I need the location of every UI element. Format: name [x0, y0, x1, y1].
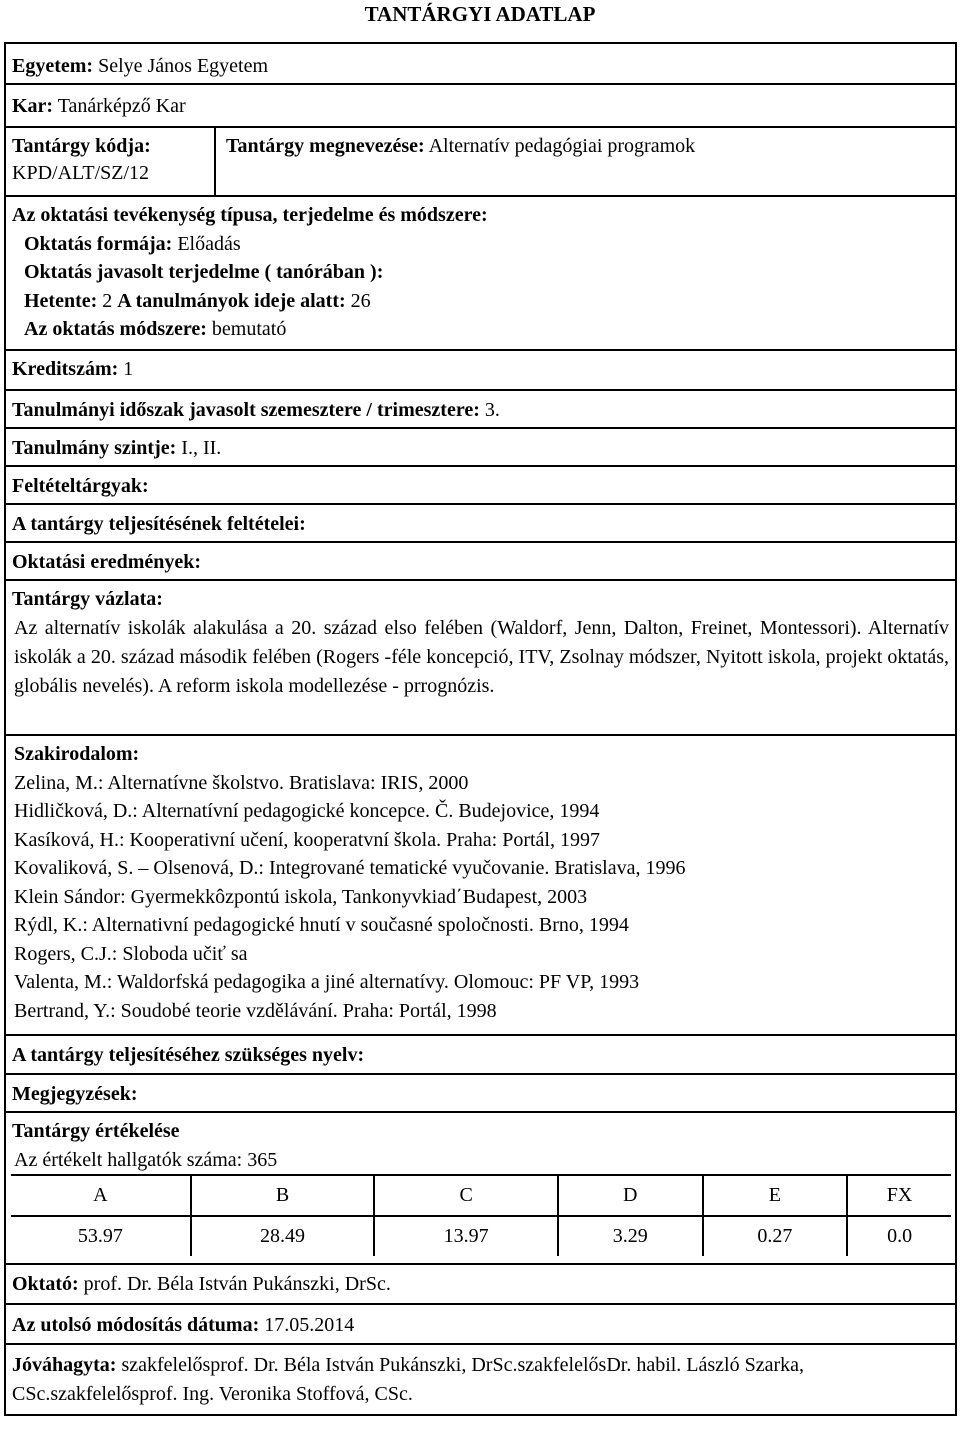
- teaching-form-value: Előadás: [177, 232, 241, 255]
- faculty-row: [6, 85, 955, 128]
- prerequisites-label: Feltételtárgyak:: [12, 475, 149, 497]
- course-id-row: [6, 128, 955, 197]
- literature-item: Bertrand, Y.: Soudobé teorie vzdělávání. Praha: Portál, 1998: [14, 999, 497, 1022]
- grade-cell: FX: [847, 1175, 951, 1216]
- literature-item: Rýdl, K.: Alternativní pedagogické hnutí v současné spoločnosti. Brno, 1994: [14, 914, 629, 936]
- semester-row: [6, 391, 955, 429]
- completion-label: A tantárgy teljesítésének feltételei:: [12, 513, 306, 535]
- outline-row: [6, 581, 955, 736]
- grade-cell: B: [191, 1175, 375, 1216]
- literature-item: Klein Sándor: Gyermekkôzpontú iskola, Tankonyvkiad΄Budapest, 2003: [14, 885, 588, 908]
- semester-value: 3.: [484, 399, 500, 421]
- university-row: [6, 44, 955, 85]
- credits-row: [6, 351, 955, 391]
- university-value: Selye János Egyetem: [98, 55, 269, 77]
- weekly-label: Hetente:: [24, 289, 98, 312]
- literature-item: Hidličková, D.: Alternatívní pedagogické koncepce. Č. Budejovice, 1994: [14, 800, 600, 822]
- course-code-cell: [6, 128, 216, 195]
- total-label: A tanulmányok ideje alatt:: [117, 289, 346, 312]
- course-code-label: Tantárgy kódja:: [12, 135, 151, 157]
- university-label: Egyetem:: [12, 55, 94, 77]
- grade-cell: A: [11, 1175, 191, 1216]
- last-modified-value: 17.05.2014: [264, 1314, 355, 1336]
- literature-row: [6, 736, 955, 1036]
- teacher-label: Oktató:: [12, 1273, 79, 1295]
- language-label: A tantárgy teljesítéséhez szükséges nyelv:: [12, 1044, 365, 1066]
- method-value: bemutató: [211, 318, 287, 340]
- literature-item: Zelina, M.: Alternatívne školstvo. Bratislava: IRIS, 2000: [14, 771, 469, 794]
- teacher-row: [6, 1265, 955, 1305]
- grade-cell: D: [558, 1175, 703, 1216]
- document-title: TANTÁRGYI ADATLAP: [364, 2, 596, 26]
- teaching-form-label: Oktatás formája:: [24, 232, 173, 255]
- last-modified-label: Az utolsó módosítás dátuma:: [12, 1314, 260, 1336]
- percentage-cell: 0.27: [703, 1216, 848, 1256]
- total-value: 26: [350, 289, 371, 312]
- literature-item: Kasíková, H.: Kooperativní učení, kooperatvní škola. Praha: Portál, 1997: [14, 828, 600, 851]
- language-row: [6, 1036, 955, 1075]
- evaluation-label: Tantárgy értékelése: [12, 1120, 180, 1142]
- grade-distribution-table: [11, 1174, 951, 1256]
- notes-label: Megjegyzések:: [12, 1083, 138, 1105]
- percentage-cell: 0.0: [847, 1216, 951, 1256]
- prerequisites-row: [6, 467, 955, 505]
- approval-row: [6, 1345, 955, 1414]
- literature-label: Szakirodalom:: [14, 743, 140, 765]
- literature-item: Valenta, M.: Waldorfská pedagogika a jiné alternatívy. Olomouc: PF VP, 1993: [14, 971, 640, 993]
- faculty-label: Kar:: [12, 95, 54, 117]
- grade-cell: E: [703, 1175, 848, 1216]
- grade-percentage-row: [11, 1216, 951, 1256]
- semester-label: Tanulmányi időszak javasolt szemesztere / trimesztere:: [12, 399, 480, 421]
- method-label: Az oktatás módszere:: [24, 318, 207, 340]
- course-name-value: Alternatív pedagógiai programok: [428, 135, 696, 157]
- level-value: I., II.: [181, 437, 222, 459]
- literature-item: Kovaliková, S. – Olsenová, D.: Integrované tematické vyučovanie. Bratislava, 1996: [14, 857, 686, 879]
- last-modified-row: [6, 1305, 955, 1345]
- evaluation-count: Az értékelt hallgatók száma: 365: [14, 1148, 278, 1171]
- credits-label: Kreditszám:: [12, 358, 119, 380]
- grade-cell: C: [374, 1175, 558, 1216]
- notes-row: [6, 1075, 955, 1113]
- teaching-scope-label: Oktatás javasolt terjedelme ( tanórában ):: [24, 261, 384, 283]
- teaching-heading: Az oktatási tevékenység típusa, terjedelme és módszere:: [12, 204, 488, 226]
- approved-line-1: szakfelelősprof. Dr. Béla István Pukánszki, DrSc.szakfelelősDr. habil. László Szarka,: [121, 1354, 805, 1376]
- course-code-value: KPD/ALT/SZ/12: [12, 162, 150, 184]
- literature-item: Rogers, C.J.: Sloboda učiť sa: [14, 942, 248, 965]
- percentage-cell: 53.97: [11, 1216, 191, 1256]
- percentage-cell: 3.29: [558, 1216, 703, 1256]
- percentage-cell: 28.49: [191, 1216, 375, 1256]
- level-label: Tanulmány szintje:: [12, 437, 177, 459]
- completion-row: [6, 505, 955, 543]
- outline-text: Az alternatív iskolák alakulása a 20. század elso felében (Waldorf, Jenn, Dalton, Freinet, Montessori). Alternatív iskolák a 20. század második felében (Rogers -féle koncepció, ITV, Zsolnay módszer, Nyitott iskola, projekt oktatás, globális nevelés). A reform iskola modellezése - prrognózis.: [14, 616, 949, 697]
- approved-label: Jóváhagyta:: [12, 1354, 117, 1376]
- course-datasheet: [4, 42, 957, 1416]
- course-name-label: Tantárgy megnevezése:: [226, 135, 425, 157]
- level-row: [6, 429, 955, 467]
- evaluation-row: [6, 1113, 955, 1265]
- grade-header-row: [11, 1175, 951, 1216]
- percentage-cell: 13.97: [374, 1216, 558, 1256]
- credits-value: 1: [123, 358, 134, 380]
- faculty-value: Tanárképző Kar: [57, 95, 186, 117]
- outline-label: Tantárgy vázlata:: [12, 588, 163, 610]
- teacher-value: prof. Dr. Béla István Pukánszki, DrSc.: [83, 1273, 391, 1295]
- outcomes-row: [6, 543, 955, 581]
- teaching-row: [6, 197, 955, 351]
- course-name-cell: [216, 128, 695, 195]
- outcomes-label: Oktatási eredmények:: [12, 551, 202, 573]
- weekly-value: 2: [102, 289, 113, 312]
- approved-line-2: CSc.szakfelelősprof. Ing. Veronika Stoffová, CSc.: [12, 1382, 413, 1405]
